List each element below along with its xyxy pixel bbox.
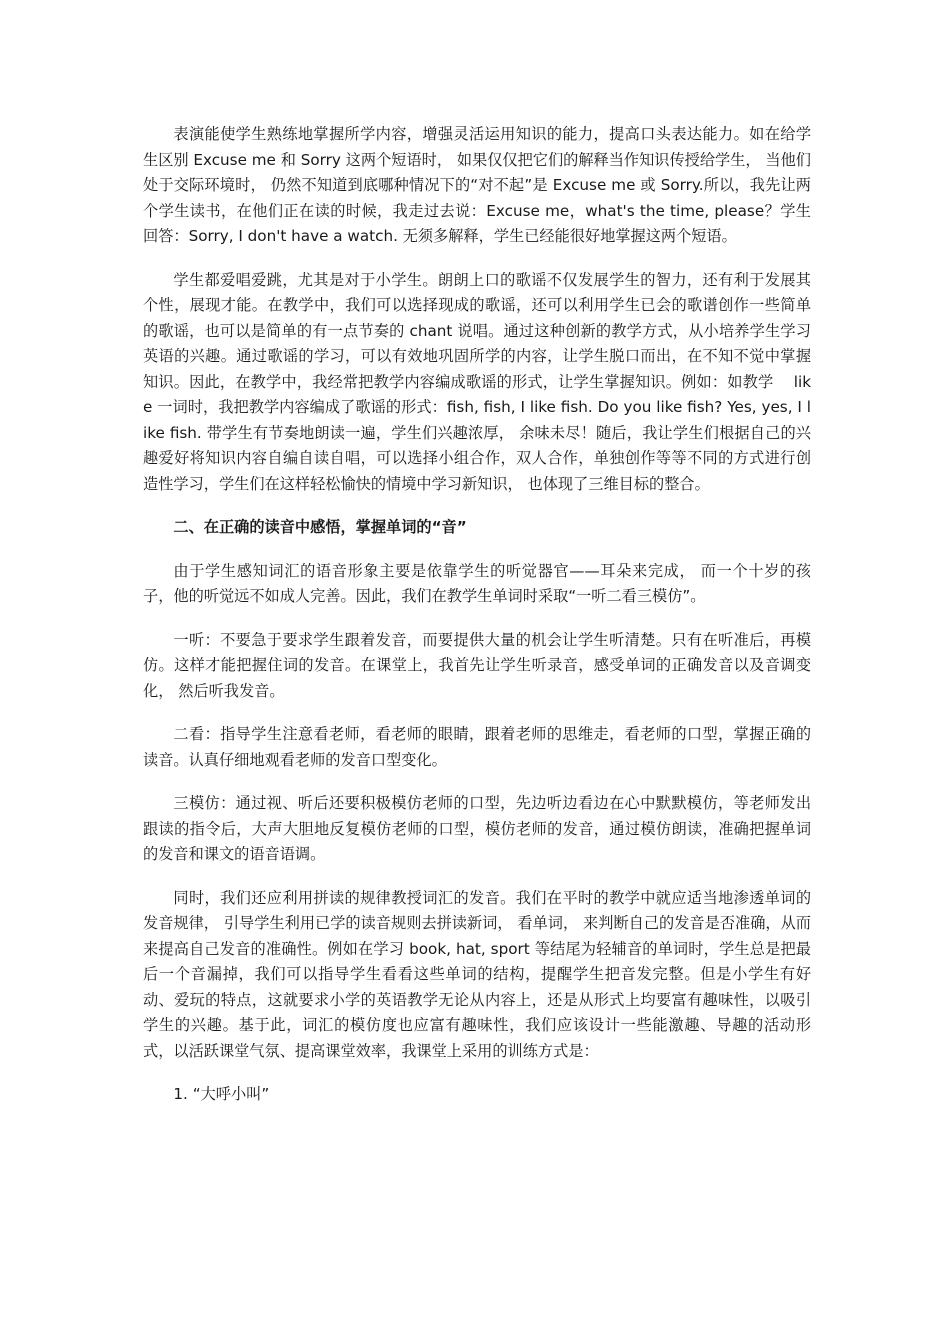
list-item: 1. “大呼小叫” bbox=[173, 1085, 270, 1103]
paragraph-performance: 表演能使学生熟练地掌握所学内容，增强灵活运用知识的能力，提高口头表达能力。如在给学生区别 Excuse me 和 Sorry 这两个短语时， 如果仅仅把它们的解释当作知识传授给学生， 当他们处于交际环境时， 仍然不知道到底哪种情况下的“对不起”是 Excuse me 或 Sorry.所以，我先让两个学生读书，在他们正在读的时候，我走过去说：Excuse me，what's the time, please？学生回答：Sorry, I don't have a watch. 无须多解释，学生已经能很好地掌握这两个短语。 bbox=[143, 125, 811, 245]
paragraph-phonics: 同时，我们还应利用拼读的规律教授词汇的发音。我们在平时的教学中就应适当地渗透单词的发音规律， 引导学生利用已学的读音规则去拼读新词， 看单词， 来判断自己的发音是否准确，从而来提高自己发音的准确性。例如在学习 book, hat, sport 等结尾为轻辅音的单词时，学生总是把最后一个音漏掉，我们可以指导学生看看这些单词的结构，提醒学生把音发完整。但是小学生有好动、爱玩的特点，这就要求小学的英语教学无论从内容上，还是从形式上均要富有趣味性，以吸引学生的兴趣。基于此，词汇的模仿度也应富有趣味性，我们应该设计一些能激趣、导趣的活动形式，以活跃课堂气氛、提高课堂效率，我课堂上采用的训练方式是： bbox=[143, 888, 811, 1060]
paragraph-listen: 一听：不要急于要求学生跟着发音，而要提供大量的机会让学生听清楚。只有在听准后，再模仿。这样才能把握住词的发音。在课堂上，我首先让学生听录音，感受单词的正确发音以及音调变化， 然后听我发音。 bbox=[143, 630, 811, 700]
paragraph-listening-intro: 由于学生感知词汇的语音形象主要是依靠学生的听觉器官——耳朵来完成， 而一个十岁的孩子，他的听觉远不如成人完善。因此，我们在教学生单词时采取“一听二看三模仿”。 bbox=[143, 561, 811, 605]
section-heading: 二、在正确的读音中感悟，掌握单词的“音” bbox=[173, 518, 467, 536]
document-body bbox=[143, 122, 811, 1108]
paragraph-look: 二看：指导学生注意看老师，看老师的眼睛，跟着老师的思维走，看老师的口型，掌握正确的读音。认真仔细地观看老师的发音口型变化。 bbox=[143, 725, 811, 769]
paragraph-songs: 学生都爱唱爱跳，尤其是对于小学生。朗朗上口的歌谣不仅发展学生的智力，还有利于发展其个性，展现才能。在教学中，我们可以选择现成的歌谣，还可以利用学生已会的歌谱创作一些简单的歌谣，也可以是简单的有一点节奏的 chant 说唱。通过这种创新的教学方式，从小培养学生学习英语的兴趣。通过歌谣的学习，可以有效地巩固所学的内容，让学生脱口而出，在不知不觉中掌握知识。因此，在教学中，我经常把教学内容编成歌谣的形式，让学生掌握知识。例如：如教学 like 一词时，我把教学内容编成了歌谣的形式：fish, fish, I like fish. Do you like fish? Yes, yes, I like fish. 带学生有节奏地朗读一遍，学生们兴趣浓厚， 余味未尽！随后，我让学生们根据自己的兴趣爱好将知识内容自编自读自唱，可以选择小组合作，双人合作，单独创作等等不同的方式进行创造性学习，学生们在这样轻松愉快的情境中学习新知识， 也体现了三维目标的整合。 bbox=[143, 270, 811, 493]
paragraph-imitate: 三模仿：通过视、听后还要积极模仿老师的口型，先边听边看边在心中默默模仿，等老师发出跟读的指令后，大声大胆地反复模仿老师的口型，模仿老师的发音，通过模仿朗读，准确把握单词的发音和课文的语音语调。 bbox=[143, 794, 811, 863]
